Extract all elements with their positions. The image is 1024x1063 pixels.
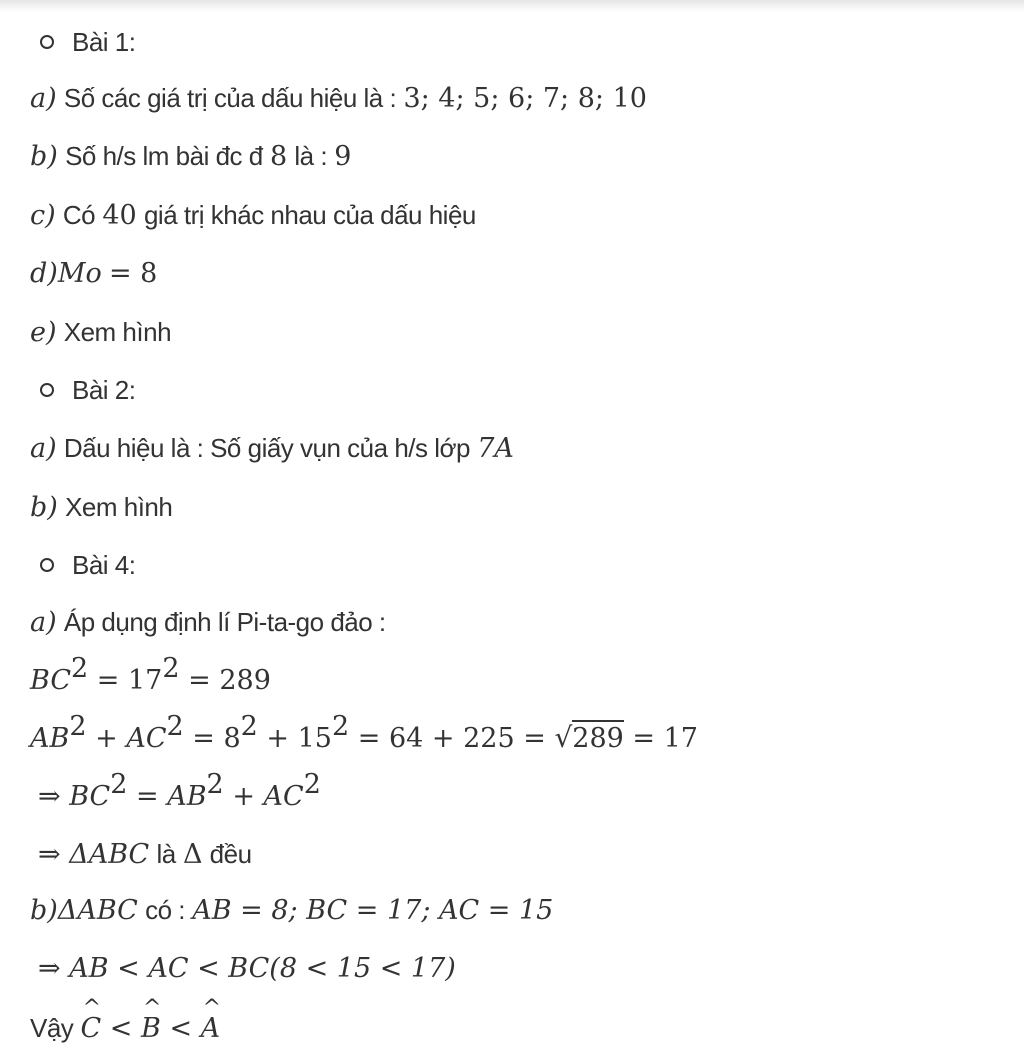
text: Số h/s lm bài đc đ (65, 141, 263, 171)
item-prefix: b) (30, 895, 58, 926)
text: Số các giá trị của dấu hiệu là : (63, 83, 397, 113)
answer-line (30, 136, 351, 176)
math: ΔABC (57, 895, 138, 926)
math: = 8 (183, 723, 241, 754)
math: ⇒ BC (38, 781, 111, 812)
bullet-circle-icon (40, 558, 54, 572)
heading-bai-4 (40, 545, 136, 585)
math: AB (30, 723, 70, 754)
text: Vậy (30, 1013, 74, 1043)
exponent: 2 (110, 769, 128, 800)
bullet-circle-icon (40, 35, 54, 49)
math: = 17 (88, 665, 163, 696)
item-prefix: e) (30, 317, 57, 348)
equation-line (38, 948, 456, 988)
conclusion-line (30, 1008, 220, 1048)
answer-line (30, 602, 386, 642)
math: = AB (127, 781, 207, 812)
math: BC (30, 665, 72, 696)
top-shadow (0, 0, 1024, 12)
equation-line (30, 653, 271, 700)
heading-text: Bài 4: (72, 550, 136, 580)
answer-line (30, 195, 476, 235)
heading-bai-2 (40, 370, 136, 410)
item-prefix: c) (30, 200, 56, 231)
math: < (160, 1013, 201, 1044)
math: = 289 (179, 665, 271, 696)
math: Mo (57, 258, 102, 289)
answer-line (30, 890, 553, 930)
sqrt-icon: √ (554, 721, 573, 754)
exponent: 2 (240, 711, 258, 742)
bullet-circle-icon (40, 383, 54, 397)
equation-line (30, 711, 698, 758)
angle-b: ^ B (141, 1009, 161, 1049)
exponent: 2 (303, 769, 321, 800)
item-prefix: a) (30, 433, 57, 464)
text: đều (209, 839, 252, 869)
math: 40 (102, 200, 137, 231)
angle-c: ^ C (81, 1009, 102, 1049)
exponent: 2 (71, 653, 89, 684)
text: Xem hình (63, 317, 172, 347)
item-prefix: d) (30, 258, 58, 289)
angle-a: ^ A (201, 1009, 221, 1049)
answer-line (30, 253, 157, 293)
math: < (101, 1013, 142, 1044)
text: Dấu hiệu là : Số giấy vụn của h/s lớp (63, 433, 471, 463)
math: = 64 + 225 = (349, 723, 555, 754)
equation-line (38, 769, 321, 816)
text: Xem hình (65, 492, 173, 522)
math: Δ (182, 839, 203, 870)
answer-line (30, 487, 172, 527)
answer-line (30, 78, 647, 118)
math: 7A (477, 433, 514, 464)
equation-line (38, 834, 252, 874)
text: giá trị khác nhau của dấu hiệu (143, 200, 476, 230)
text: có : (145, 895, 185, 925)
exponent: 2 (331, 711, 350, 742)
math: 289 (572, 720, 624, 754)
text: Áp dụng định lí Pi-ta-go đảo : (63, 607, 386, 637)
math: 8 (269, 141, 288, 172)
heading-text: Bài 1: (72, 27, 136, 57)
text: Có (62, 200, 96, 230)
math: ⇒ ΔABC (38, 839, 150, 870)
text: là (156, 839, 176, 869)
math: + 15 (257, 723, 332, 754)
math: + AC (86, 723, 167, 754)
item-prefix: b) (30, 141, 58, 172)
text: là : (294, 141, 328, 171)
exponent: 2 (162, 653, 180, 684)
math: ⇒ AB < AC < BC(8 < 15 < 17) (38, 953, 456, 984)
math: 9 (334, 141, 352, 172)
exponent: 2 (206, 769, 224, 800)
math: = 17 (623, 723, 698, 754)
item-prefix: b) (30, 492, 58, 523)
math: + AC (223, 781, 304, 812)
answer-line (30, 428, 514, 468)
math: AB = 8; BC = 17; AC = 15 (192, 895, 554, 926)
exponent: 2 (166, 711, 184, 742)
item-prefix: a) (30, 607, 57, 638)
math: = 8 (108, 258, 158, 289)
item-prefix: a) (30, 83, 57, 114)
answer-line (30, 312, 171, 352)
exponent: 2 (69, 711, 87, 742)
math: 3; 4; 5; 6; 7; 8; 10 (403, 83, 647, 114)
heading-bai-1 (40, 22, 136, 62)
heading-text: Bài 2: (72, 375, 136, 405)
